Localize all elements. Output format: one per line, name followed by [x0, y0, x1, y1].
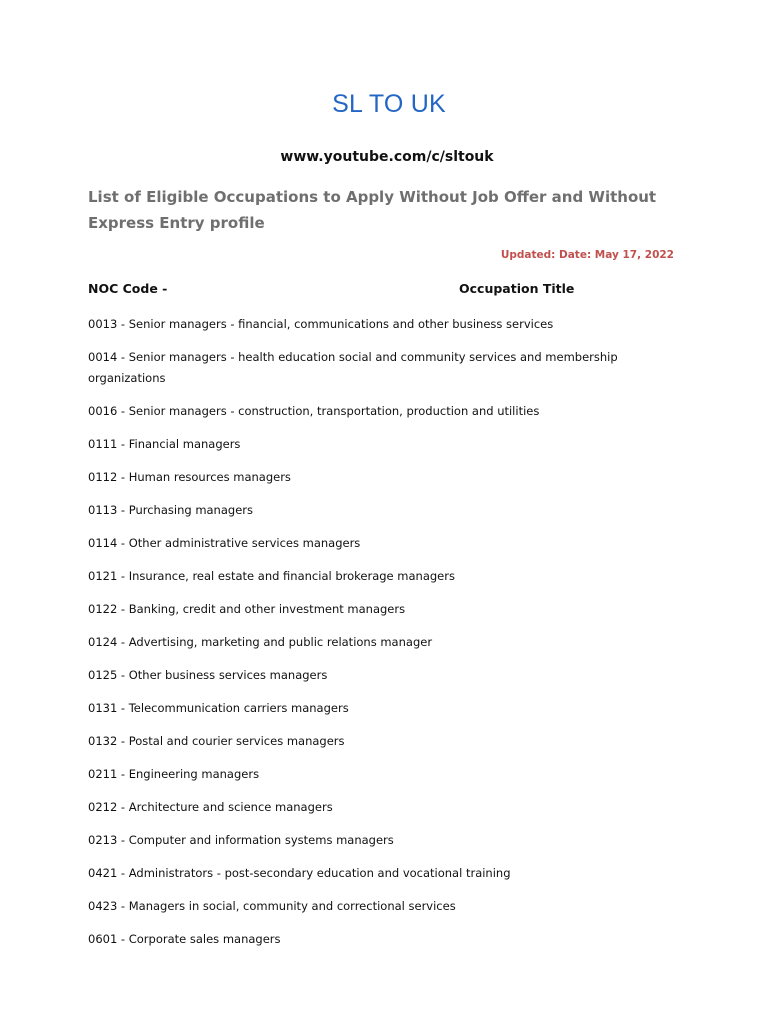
document-title: SL TO UK — [332, 90, 446, 118]
list-item: 0211 - Engineering managers — [88, 767, 260, 781]
list-heading: List of Eligible Occupations to Apply Without Job Offer and Without Express Entry profile — [88, 188, 657, 232]
list-item: 0132 - Postal and courier services managers — [88, 734, 345, 748]
column-header-noc-code: NOC Code - — [88, 281, 168, 296]
column-header-occupation-title: Occupation Title — [459, 281, 575, 296]
list-item: 0121 - Insurance, real estate and financial brokerage managers — [88, 569, 455, 583]
list-item: 0014 - Senior managers - health education social and community services and membership organizations — [88, 350, 618, 385]
list-item: 0112 - Human resources managers — [88, 470, 291, 484]
list-item: 0125 - Other business services managers — [88, 668, 328, 682]
list-item: 0212 - Architecture and science managers — [88, 800, 333, 814]
list-item: 0131 - Telecommunication carriers managers — [88, 701, 349, 715]
list-item: 0114 - Other administrative services managers — [88, 536, 361, 550]
list-item: 0423 - Managers in social, community and correctional services — [88, 899, 456, 913]
list-item: 0016 - Senior managers - construction, transportation, production and utilities — [88, 404, 540, 418]
list-item: 0111 - Financial managers — [88, 437, 241, 451]
occupation-list — [88, 314, 688, 962]
updated-date: Updated: Date: May 17, 2022 — [500, 249, 674, 261]
list-item: 0421 - Administrators - post-secondary education and vocational training — [88, 866, 511, 880]
list-item: 0113 - Purchasing managers — [88, 503, 253, 517]
channel-url: www.youtube.com/c/sltouk — [280, 149, 494, 165]
list-item: 0122 - Banking, credit and other investment managers — [88, 602, 406, 616]
list-item: 0124 - Advertising, marketing and public relations manager — [88, 635, 433, 649]
list-item: 0213 - Computer and information systems managers — [88, 833, 394, 847]
list-item: 0013 - Senior managers - financial, communications and other business services — [88, 317, 554, 331]
list-item: 0601 - Corporate sales managers — [88, 932, 281, 946]
